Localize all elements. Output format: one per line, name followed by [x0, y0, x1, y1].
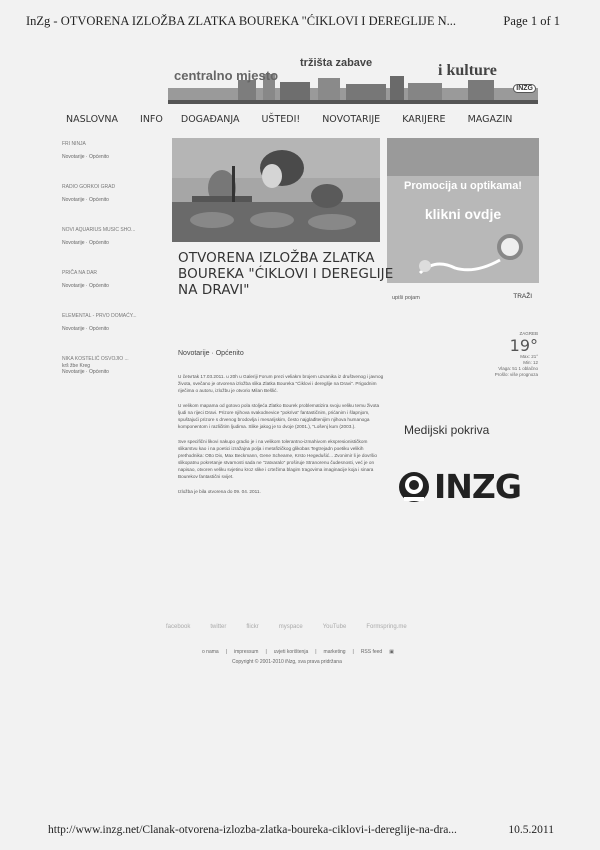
sidebar-item-title[interactable]: RADIO GORKOI GRAD — [62, 184, 116, 190]
promo-ad[interactable] — [387, 138, 539, 283]
sidebar-item-title[interactable]: PRIČA NA DAR — [62, 270, 98, 276]
inzg-logo-mark-icon — [396, 467, 432, 507]
article-hero-image — [172, 138, 380, 242]
sidebar-item[interactable] — [62, 356, 170, 375]
article-title: OTVORENA IZLOŽBA ZLATKA BOUREKA "ĆIKLOVI I DEREGLIJE NA DRAVI" — [178, 250, 394, 298]
nav-novotarije[interactable]: NOVOTARIJE — [322, 114, 381, 125]
facebook-link[interactable]: facebook — [166, 624, 191, 630]
youtube-link[interactable]: YouTube — [322, 624, 347, 630]
banner-word-trzista: tržišta zabave — [300, 57, 373, 69]
print-page-info: Page 1 of 1 — [503, 14, 560, 28]
search-row — [392, 293, 532, 301]
search-button[interactable]: TRAŽI — [513, 293, 532, 300]
nav-info[interactable]: INFO — [140, 114, 163, 125]
media-sponsor-label: Medijski pokriva — [404, 423, 490, 437]
sidebar-news — [62, 141, 170, 399]
inzg-logo-text: INZG — [434, 467, 521, 506]
print-footer — [48, 824, 554, 836]
article-paragraph: U četvrtak 17.03.2011. u 20h u Galeriji Forum prezi veliakm brojem uzvanika iz društvenog i javnog života, svečano je otvorena izložba slika Zlatka Boureka "Ćiklovi i dereglije na Dravi". Prigodnim riječima o autoru, izložbu je otvorio Milan Bešlić. — [178, 374, 384, 393]
print-date: 10.5.2011 — [508, 824, 554, 836]
sidebar-item-title[interactable]: NOVI AQUARIUS MUSIC SHO... — [62, 227, 136, 233]
footer-links: o nama | impressum | uvjeti korištenja | marketing | RSS feed ▣ — [202, 649, 394, 655]
sidebar-item-title[interactable]: ELEMENTAL - PRVO DOMAĆY... — [62, 313, 137, 319]
weather-line[interactable]: Prošlo: više prognoza — [494, 372, 538, 377]
footer-link-o-nama[interactable]: o nama — [202, 649, 219, 655]
reclining-figure-illustration — [415, 238, 505, 278]
main-nav — [66, 114, 534, 125]
flickr-link[interactable]: flickr — [246, 624, 259, 630]
banner-logo: INZG — [513, 84, 536, 93]
footer-link-impressum[interactable]: impressum — [234, 649, 259, 655]
sidebar-item-title[interactable]: FRI NINJA — [62, 141, 86, 147]
myspace-link[interactable]: myspace — [278, 624, 303, 630]
painting-illustration — [172, 138, 380, 242]
weather-line: Vlaga: 51 1 oblačno — [498, 366, 538, 371]
search-input[interactable]: upiši pojam — [392, 295, 420, 301]
formspring-link[interactable]: Formspring.me — [366, 624, 407, 630]
weather-city: ZAGREB — [519, 331, 538, 336]
sidebar-item-category[interactable]: Novotarije · Općenito — [62, 326, 109, 332]
rss-icon: ▣ — [389, 649, 394, 655]
weather-temp: 19° — [509, 336, 538, 355]
footer-link-marketing[interactable]: marketing — [323, 649, 346, 655]
nav-naslovna[interactable]: NASLOVNA — [66, 114, 119, 125]
print-header — [26, 14, 560, 29]
print-title: InZg - OTVORENA IZLOŽBA ZLATKA BOUREKA "ĆIKLOVI I DEREGLIJE N... — [26, 14, 457, 28]
sidebar-item[interactable] — [62, 184, 170, 203]
banner-word-centralno: centralno mjesto — [174, 68, 279, 83]
sidebar-item-category[interactable]: Novotarije · Općenito — [62, 240, 109, 246]
article-body — [178, 373, 388, 503]
weather-line: Max: 21° — [520, 354, 538, 359]
article-paragraph: Sve specifični likovi nakupo gradio je i na velikom tolerantno-izmahivom ekspresionističkom slikarstvu kao i na poetici izražajna polja i metafizičkog glikobas Tegtrejadn poetiku velikih prethodnika: Otto Dix, Max Beckmann, Gene Scheame, Krsto Hegedušić... Zvonimir li je dovršio slikopatnu pokretanje stvarnosti sada ne "zatvaralo" proširuje Stranorenu čudesnosti, već je on napisao, otvoren veliku svjetinu kroz slike i crtežima blagim tragovima imaginacije koja i sinara Bourekov fantastični svijet. — [178, 439, 378, 479]
ad-headline: Promocija u optikama! — [404, 180, 522, 192]
sidebar-item-category[interactable]: Novotarije · Općenito — [62, 154, 109, 160]
sidebar-item-category[interactable]: Novotarije · Općenito — [62, 197, 109, 203]
eye-icon — [497, 234, 523, 260]
sidebar-item[interactable] — [62, 141, 170, 160]
nav-karijere[interactable]: KARIJERE — [402, 114, 446, 125]
ad-cta[interactable]: klikni ovdje — [424, 206, 502, 222]
sidebar-item-category[interactable]: Novotarije · Općenito — [62, 283, 109, 289]
footer-link-uvjeti[interactable]: uvjeti korištenja — [273, 649, 309, 655]
article-paragraph: Izložba je bila otvorena do 09. 04. 2011. — [178, 489, 261, 494]
sidebar-item[interactable] — [62, 313, 170, 332]
copyright: Copyright © 2001-2010 iNzg, sva prava pridržana — [232, 659, 342, 665]
sidebar-item-title[interactable]: NIKA KOSTELIĆ OSVOJIO ... — [62, 356, 129, 362]
article-paragraph: U velikom mapama od gotovo pola stoljeća Zlatko Bourek problematizira svoju veliku temu života ljudi na rijeci Dravi. Prizore njihova svakodnevice "pokriva" fantastičnim, prićanim i šlapnjom, spuštajući prizore s drvenog brodovlja i mesarijskim, često najglađitenijim njihova humanoga komponentom i različitim ljudima. Slike jakog je to dvoje (2001.), "Lošenj kum (2003.). — [178, 403, 380, 429]
site-banner[interactable] — [168, 56, 538, 106]
ad-cityscape — [387, 138, 539, 176]
nav-dogadanja[interactable]: DOGAĐANJA — [180, 114, 240, 125]
weather-widget — [486, 331, 538, 378]
weather-line: Min: 12 — [523, 360, 538, 365]
sidebar-item[interactable] — [62, 227, 170, 246]
sidebar-item-category[interactable]: Novotarije · Općenito — [62, 369, 109, 375]
nav-magazin[interactable]: MAGAZIN — [467, 114, 513, 125]
article-category[interactable]: Novotarije · Općenito — [178, 350, 244, 357]
social-links — [166, 624, 427, 630]
banner-word-kulture: i kulture — [438, 62, 497, 79]
twitter-link[interactable]: twitter — [210, 624, 227, 630]
sidebar-item-extra: krš žbe Kreg — [62, 363, 91, 369]
footer-link-rss[interactable]: RSS feed — [360, 649, 383, 655]
sidebar-item[interactable] — [62, 270, 170, 289]
nav-ustedi[interactable]: UŠTEDI! — [261, 114, 301, 125]
print-url: http://www.inzg.net/Clanak-otvorena-izlozba-zlatka-boureka-ciklovi-i-dereglije-na-dra... — [48, 824, 457, 836]
inzg-logo[interactable] — [396, 467, 536, 511]
